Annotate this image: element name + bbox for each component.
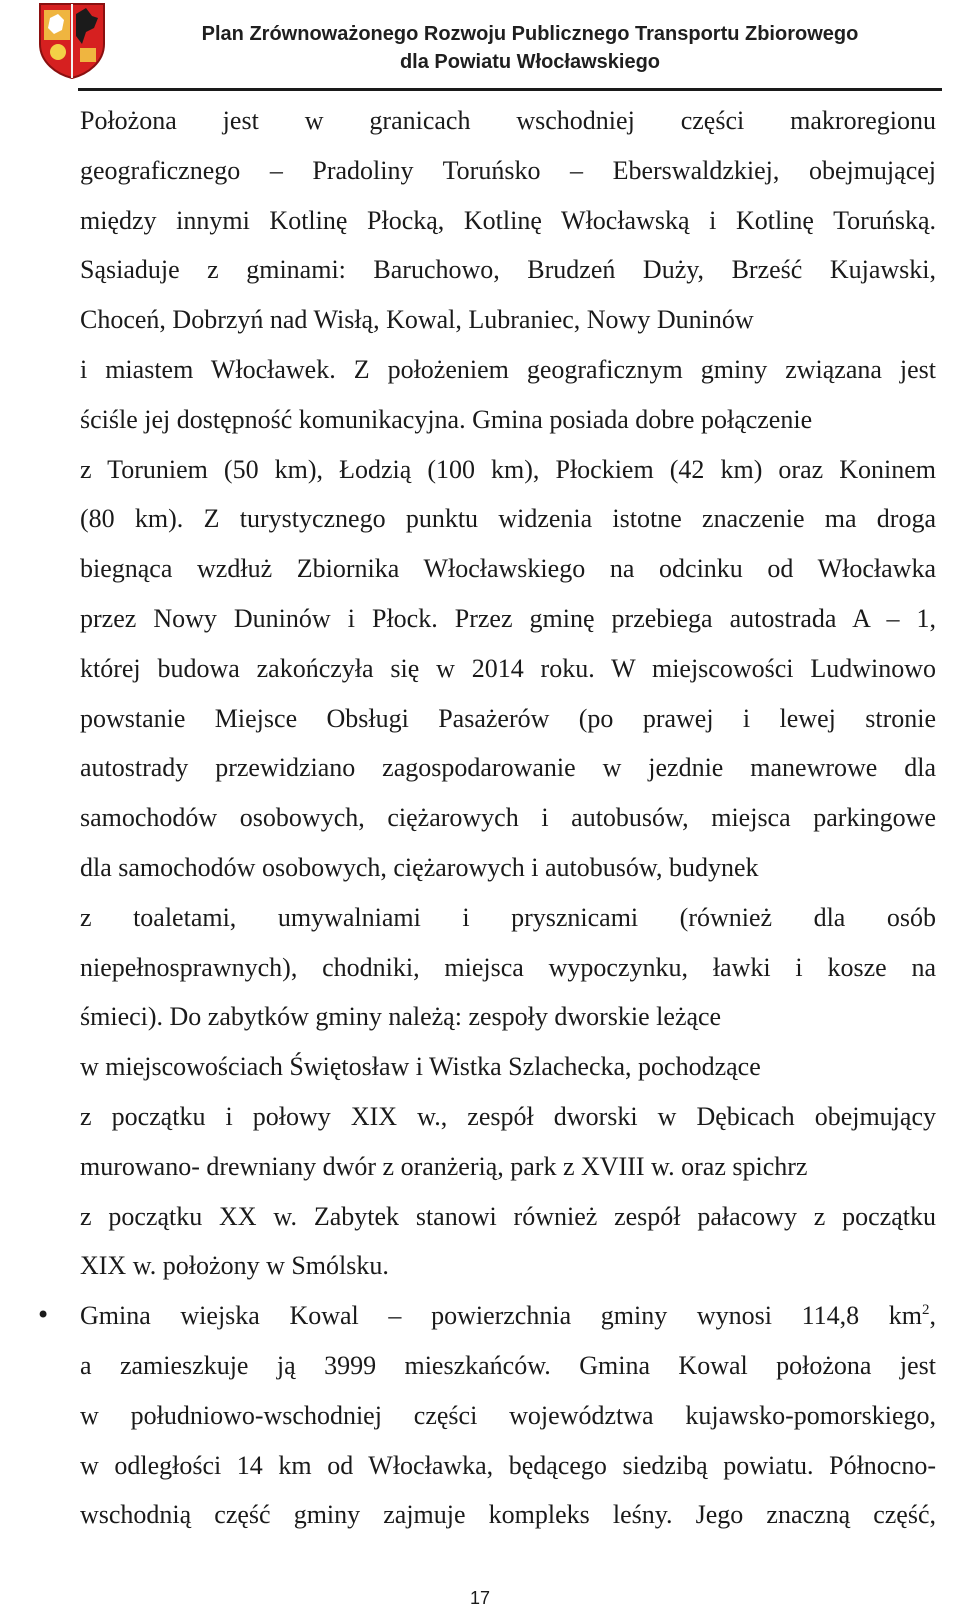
text-line: i miastem Włocławek. Z położeniem geograficznym gminy związana jest: [80, 354, 936, 384]
text-line: murowano- drewniany dwór z oranżerią, park z XVIII w. oraz spichrz: [80, 1151, 808, 1181]
text-line: przez Nowy Duninów i Płock. Przez gminę przebiega autostrada A – 1,: [80, 603, 936, 633]
page-header: [0, 0, 960, 100]
text-line: dla samochodów osobowych, ciężarowych i autobusów, budynek: [80, 852, 759, 882]
document-title-line2: dla Powiatu Włocławskiego: [399, 51, 661, 73]
text-line: z początku XX w. Zabytek stanowi również zespół pałacowy z początku: [80, 1201, 936, 1231]
header-divider: [78, 88, 942, 91]
text-line: [80, 1291, 936, 1341]
bullet-item: [36, 1291, 936, 1540]
document-body: [36, 96, 936, 1540]
text-line: (80 km). Z turystycznego punktu widzenia istotne znaczenie ma droga: [80, 504, 936, 534]
text-line: między innymi Kotlinę Płocką, Kotlinę Włocławską i Kotlinę Toruńską.: [80, 205, 936, 235]
text-line: w odległości 14 km od Włocławka, będącego siedzibą powiatu. Północno-: [80, 1450, 936, 1480]
text-line: z początku i połowy XIX w., zespół dworski w Dębicach obejmujący: [80, 1101, 936, 1131]
text-line: w miejscowościach Świętosław i Wistka Szlachecka, pochodzące: [80, 1052, 761, 1082]
text-line: Położona jest w granicach wschodniej części makroregionu: [80, 106, 936, 135]
text-line: ściśle jej dostępność komunikacyjna. Gmina posiada dobre połączenie: [80, 404, 813, 434]
bullet-first-line-tail: ,: [929, 1301, 936, 1331]
text-line: samochodów osobowych, ciężarowych i autobusów, miejsca parkingowe: [80, 803, 936, 833]
paragraph: [80, 96, 936, 1291]
text-line: wschodnią część gminy zajmuje kompleks leśny. Jego znaczną część,: [80, 1500, 936, 1530]
text-line: śmieci). Do zabytków gminy należą: zespoły dworskie leżące: [80, 1002, 722, 1032]
text-line: biegnąca wzdłuż Zbiornika Włocławskiego na odcinku od Włocławka: [80, 554, 936, 584]
text-line: a zamieszkuje ją 3999 mieszkańców. Gmina Kowal położona jest: [80, 1350, 936, 1380]
text-line: w południowo-wschodniej części województwa kujawsko-pomorskiego,: [80, 1400, 936, 1430]
text-line: której budowa zakończyła się w 2014 roku. W miejscowości Ludwinowo: [80, 653, 936, 683]
document-title-line1: Plan Zrównoważonego Rozwoju Publicznego Transportu Zbiorowego: [201, 23, 859, 45]
coat-of-arms-icon: [36, 0, 108, 80]
text-line: Choceń, Dobrzyń nad Wisłą, Kowal, Lubraniec, Nowy Duninów: [80, 305, 754, 335]
bullet-first-line: Gmina wiejska Kowal – powierzchnia gminy wynosi 114,8 km: [80, 1301, 922, 1331]
page-number: 17: [469, 1588, 491, 1608]
text-line: Sąsiaduje z gminami: Baruchowo, Brudzeń Duży, Brześć Kujawski,: [80, 255, 936, 285]
text-line: z Toruniem (50 km), Łodzią (100 km), Płockiem (42 km) oraz Koninem: [80, 454, 936, 484]
document-title: [120, 20, 940, 76]
text-line: niepełnosprawnych), chodniki, miejsca wypoczynku, ławki i kosze na: [80, 952, 936, 982]
text-line: z toaletami, umywalniami i prysznicami (również dla osób: [80, 902, 936, 932]
text-line: geograficznego – Pradoliny Toruńsko – Eberswaldzkiej, obejmującej: [80, 155, 936, 185]
text-line: XIX w. położony w Smólsku.: [80, 1251, 389, 1281]
text-line: powstanie Miejsce Obsługi Pasażerów (po prawej i lewej stronie: [80, 703, 936, 733]
bullet-icon: •: [36, 1301, 51, 1330]
text-line: autostrady przewidziano zagospodarowanie w jezdnie manewrowe dla: [80, 753, 936, 783]
superscript: 2: [922, 1302, 930, 1319]
